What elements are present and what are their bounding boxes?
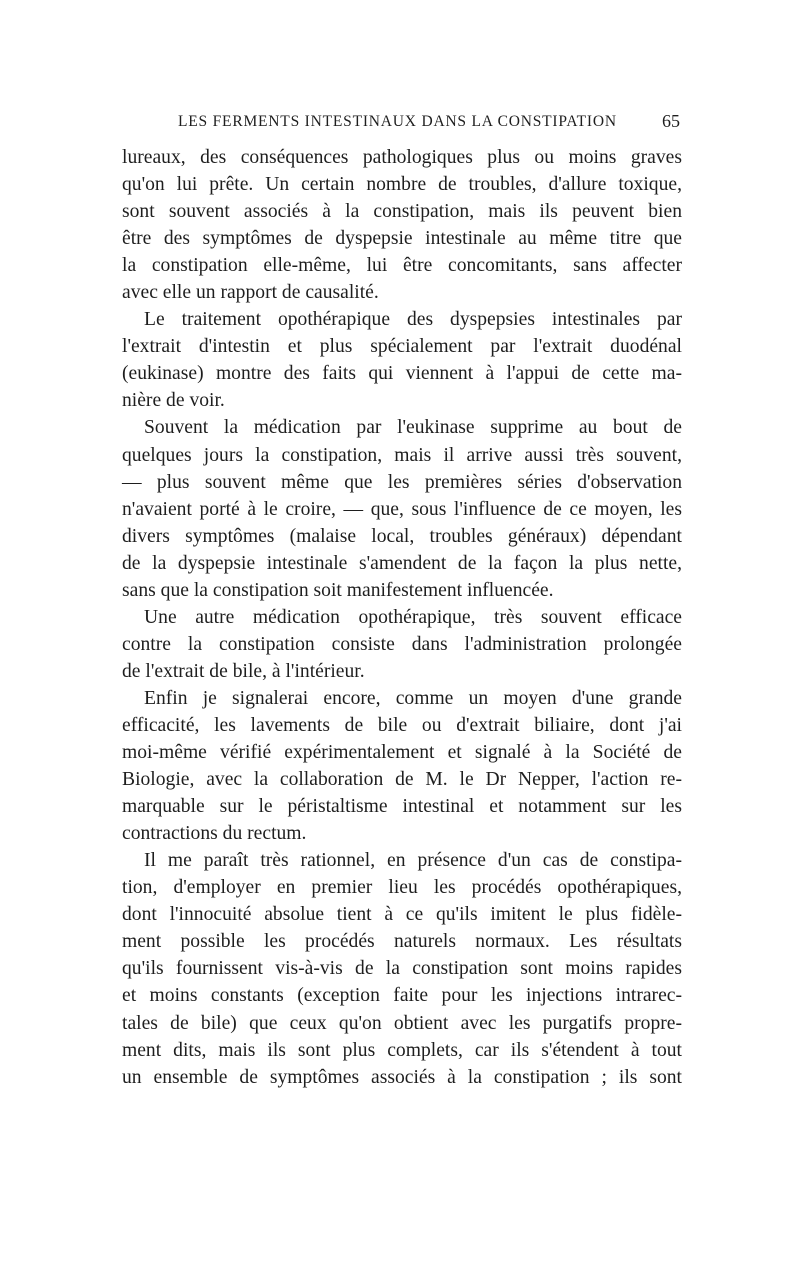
text-line: lureaux, des conséquences pathologiques plus ou moins graves [122, 147, 682, 168]
text-line: (eukinase) montre des faits qui viennent à l'appui de cette ma- [122, 363, 682, 385]
text-line: marquable sur le péristaltisme intestinal et notamment sur les [122, 796, 682, 818]
text-line: la constipation elle-même, lui être concomitants, sans affecter [122, 255, 682, 277]
text-line: ment dits, mais ils sont plus complets, car ils s'étendent à tout [122, 1039, 682, 1061]
text-line: sont souvent associés à la constipation, mais ils peuvent bien [122, 201, 682, 223]
text-line: de la dyspepsie intestinale s'amendent de la façon la plus nette, [122, 552, 682, 574]
text-line: Souvent la médication par l'eukinase supprime au bout de [144, 417, 682, 439]
text-line: divers symptômes (malaise local, troubles généraux) dépendant [122, 525, 682, 547]
text-line: sans que la constipation soit manifestement influencée. [122, 579, 554, 601]
page-number: 65 [662, 111, 680, 131]
text-line: — plus souvent même que les premières séries d'observation [122, 471, 682, 493]
text-line: contre la constipation consiste dans l'administration prolongée [122, 633, 682, 655]
text-line: tales de bile) que ceux qu'on obtient avec les purgatifs propre- [122, 1012, 682, 1034]
text-line: Le traitement opothérapique des dyspepsies intestinales par [144, 309, 682, 331]
text-line: dont l'innocuité absolue tient à ce qu'ils imitent le plus fidèle- [122, 904, 682, 926]
text-line: moi-même vérifié expérimentalement et signalé à la Société de [122, 742, 682, 764]
text-line: Une autre médication opothérapique, très souvent efficace [144, 606, 682, 628]
text-line: Il me paraît très rationnel, en présence d'un cas de constipa- [144, 850, 682, 872]
text-line: nière de voir. [122, 390, 225, 412]
text-line: Enfin je signalerai encore, comme un moyen d'une grande [144, 687, 682, 709]
text-line: être des symptômes de dyspepsie intestinale au même titre que [122, 228, 682, 250]
text-line: et moins constants (exception faite pour les injections intrarec- [122, 985, 682, 1007]
text-line: tion, d'employer en premier lieu les procédés opothérapiques, [122, 877, 682, 899]
text-line: contractions du rectum. [122, 823, 307, 845]
text-line: quelques jours la constipation, mais il arrive aussi très souvent, [122, 444, 682, 466]
text-line: de l'extrait de bile, à l'intérieur. [122, 660, 365, 682]
text-line: ment possible les procédés naturels normaux. Les résultats [122, 931, 682, 953]
text-line: n'avaient porté à le croire, — que, sous l'influence de ce moyen, les [122, 498, 682, 520]
running-header [178, 107, 680, 141]
text-line: qu'ils fournissent vis-à-vis de la constipation sont moins rapides [122, 958, 682, 980]
text-line: avec elle un rapport de causalité. [122, 282, 379, 304]
text-line: l'extrait d'intestin et plus spécialement par l'extrait duodénal [122, 336, 682, 358]
running-title: LES FERMENTS INTESTINAUX DANS LA CONSTIPATION [178, 113, 617, 130]
text-line: Biologie, avec la collaboration de M. le Dr Nepper, l'action re- [122, 769, 682, 791]
text-line: un ensemble de symptômes associés à la constipation ; ils sont [122, 1066, 682, 1088]
text-line: efficacité, les lavements de bile ou d'extrait biliaire, dont j'ai [122, 714, 682, 736]
text-line: qu'on lui prête. Un certain nombre de troubles, d'allure toxique, [122, 174, 682, 196]
page-body [122, 144, 682, 1091]
